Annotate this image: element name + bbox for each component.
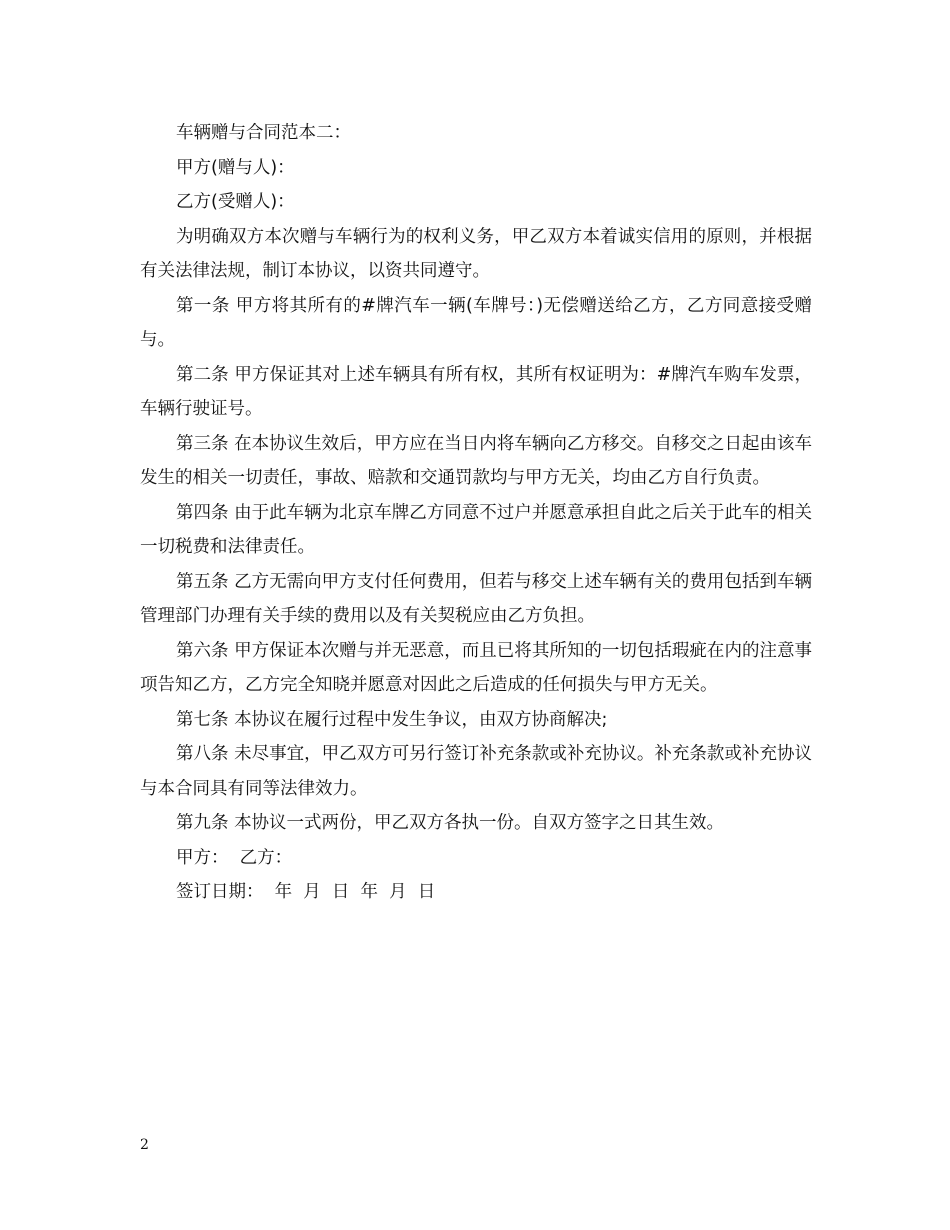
party-b-line: 乙方(受赠人)：: [176, 192, 295, 212]
article-9: 第九条 本协议一式两份，甲乙双方各执一份。自双方签字之日其生效。: [176, 813, 725, 833]
preamble-paragraph: 为明确双方本次赠与车辆行为的权利义务，甲乙双方本着诚实信用的原则，并根据有关法律法规，制订本协议，以资共同遵守。: [140, 226, 812, 281]
document-body: [140, 116, 812, 910]
article-4: 第四条 由于此车辆为北京车牌乙方同意不过户并愿意承担自此之后关于此车的相关一切税费和法律责任。: [140, 502, 812, 557]
article-7: 第七条 本协议在履行过程中发生争议，由双方协商解决;: [176, 709, 608, 730]
article-1: 第一条 甲方将其所有的#牌汽车一辆(车牌号：)无偿赠送给乙方，乙方同意接受赠与。: [140, 295, 812, 350]
signing-date-line: 签订日期： 年 月 日 年 月 日: [176, 882, 436, 902]
document-heading: 车辆赠与合同范本二：: [176, 123, 351, 143]
party-a-line: 甲方(赠与人)：: [176, 157, 295, 178]
signature-line: 甲方： 乙方：: [176, 847, 293, 868]
article-8: 第八条 未尽事宜，甲乙双方可另行签订补充条款或补充协议。补充条款或补充协议与本合同具有同等法律效力。: [140, 744, 812, 799]
page-number: 2: [140, 1137, 149, 1153]
article-5: 第五条 乙方无需向甲方支付任何费用，但若与移交上述车辆有关的费用包括到车辆管理部门办理有关手续的费用以及有关契税应由乙方负担。: [140, 571, 812, 626]
article-2: 第二条 甲方保证其对上述车辆具有所有权，其所有权证明为：#牌汽车购车发票，车辆行驶证号。: [140, 364, 812, 419]
article-3: 第三条 在本协议生效后，甲方应在当日内将车辆向乙方移交。自移交之日起由该车发生的相关一切责任，事故、赔款和交通罚款均与甲方无关，均由乙方自行负责。: [140, 433, 812, 488]
article-6: 第六条 甲方保证本次赠与并无恶意，而且已将其所知的一切包括瑕疵在内的注意事项告知乙方，乙方完全知晓并愿意对因此之后造成的任何损失与甲方无关。: [140, 640, 812, 695]
